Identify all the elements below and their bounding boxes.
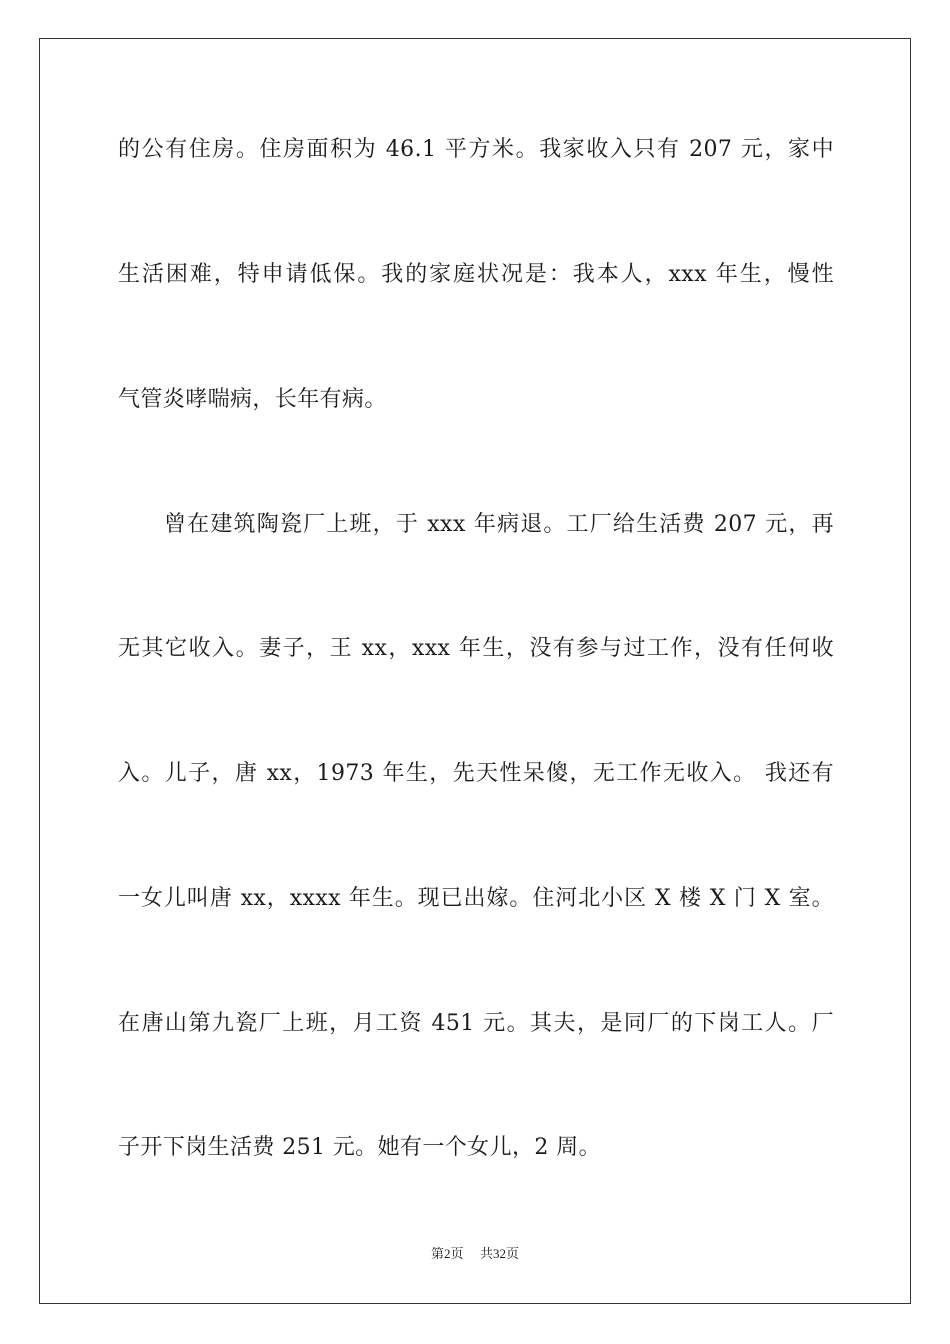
total-label-suffix: 页 [506, 1247, 520, 1262]
page-label-prefix: 第 [430, 1247, 444, 1262]
current-page-number: 2 [443, 1246, 451, 1261]
text-line: 入。儿子，唐 xx，1973 年生，先天性呆傻，无工作无收入。 我还有 [118, 761, 834, 786]
text-line: 子开下岗生活费 251 元。她有一个女儿，2 周。 [118, 1135, 601, 1160]
text-line: 无其它收入。妻子，王 xx，xxx 年生，没有参与过工作，没有任何收 [118, 636, 834, 661]
total-label-prefix: 共 [480, 1247, 494, 1262]
page-footer [0, 1245, 950, 1264]
total-pages-number: 32 [493, 1246, 507, 1261]
text-line: 生活困难，特申请低保。我的家庭状况是：我本人，xxx 年生，慢性 [118, 262, 834, 287]
page-border [39, 38, 911, 1304]
text-line: 曾在建筑陶瓷厂上班，于 xxx 年病退。工厂给生活费 207 元，再 [164, 512, 834, 537]
text-line: 一女儿叫唐 xx，xxxx 年生。现已出嫁。住河北小区 X 楼 X 门 X 室。 [118, 886, 834, 911]
text-line: 的公有住房。住房面积为 46.1 平方米。我家收入只有 207 元，家中 [118, 137, 834, 162]
text-line: 气管炎哮喘病，长年有病。 [118, 387, 387, 412]
text-line: 在唐山第九瓷厂上班，月工资 451 元。其夫，是同厂的下岗工人。厂 [118, 1011, 834, 1036]
page-label-suffix: 页 [450, 1247, 464, 1262]
